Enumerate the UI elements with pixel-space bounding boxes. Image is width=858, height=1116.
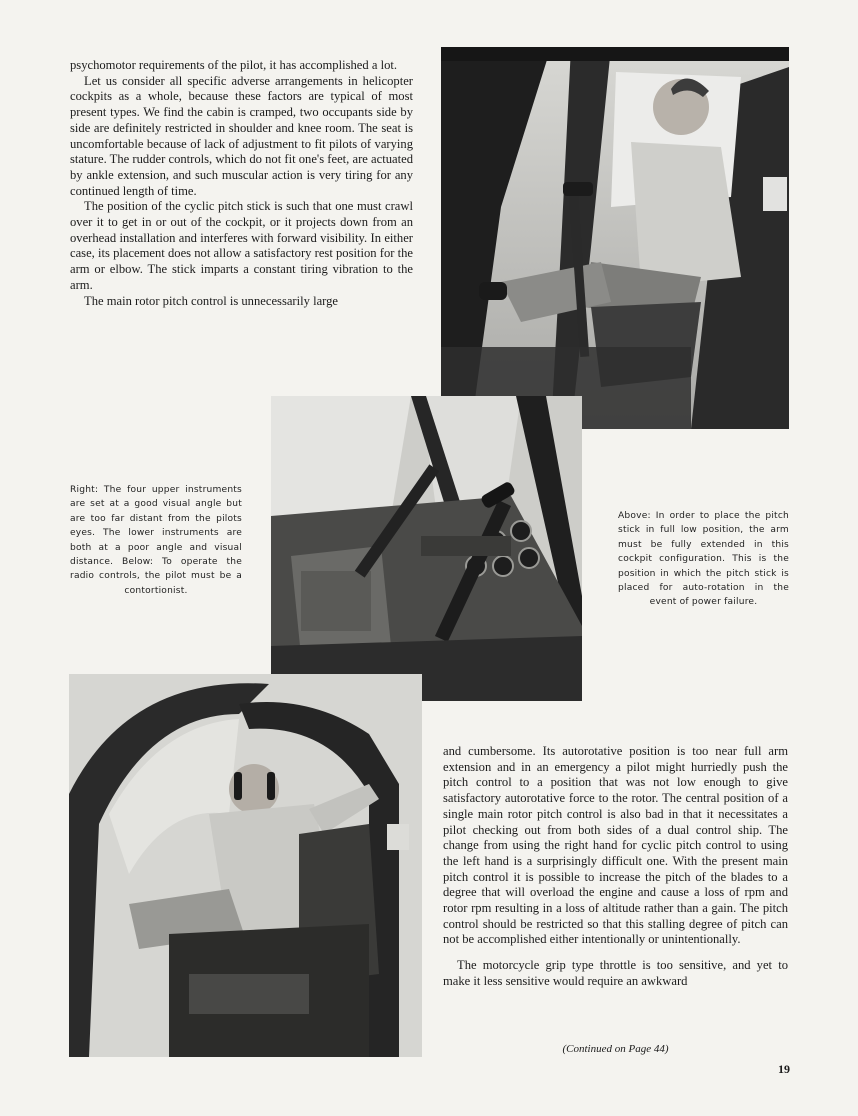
- article-column-top: [70, 58, 413, 309]
- paragraph: The motorcycle grip type throttle is too sensitive, and yet to make it less sensitive would require an awkward: [443, 958, 788, 988]
- continued-notice: (Continued on Page 44): [562, 1043, 669, 1055]
- caption-right: Above: In order to place the pitch stick in full low position, the arm must be fully extended in this cockpit configuration. This is the position in which the pitch stick is placed for auto-rotation in the event of power failure.: [618, 511, 789, 608]
- photo-pilot-seated: [441, 47, 789, 429]
- page-number: 19: [778, 1062, 790, 1076]
- paragraph: psychomotor requirements of the pilot, it has accomplished a lot.: [70, 58, 398, 72]
- paragraph: and cumbersome. Its autorotative position is too near full arm extension and in an emergency a pilot might hurriedly push the pitch control to a position that was not low enough to give satisfactory autorotative force to the rotor. The central position of a single main rotor pitch control is also bad in that it necessitates a pilot checking out from both sides of a dual control ship. The change from using the right hand for cyclic pitch control to using the left hand is a surprisingly difficult one. With the present main pitch control it is possible to increase the pitch of the blades to a degree that will overload the engine and cause a loss of rpm and rotor rpm resulting in a loss of altitude rather than a gain. The pitch control should be restricted so that this stalling degree of pitch can not be accomplished either intentionally or unintentionally.: [443, 744, 788, 947]
- paragraph: The main rotor pitch control is unnecessarily large: [84, 293, 339, 308]
- paragraph: The position of the cyclic pitch stick is such that one must crawl over it to get in or out of the cockpit, or it projects down from an overhead installation and interferes with forward visibility. In either case, its placement does not allow a satisfactory rest position for the arm or elbow. The stick imparts a constant tiring vibration to the arm.: [70, 199, 413, 292]
- caption-left: Right: The four upper instruments are set at a good visual angle but are too far distant from the pilots eyes. The lower instruments are both at a poor angle and visual distance. Below: To operate the radio controls, the pilot must be a contortionist.: [70, 485, 242, 596]
- photo-pilot-headphones: [69, 674, 422, 1057]
- paragraph: Let us consider all specific adverse arrangements in helicopter cockpits as a whole, because these factors are typical of most present types. We find the cabin is cramped, two occupants side by side are definitely restricted in shoulder and knee room. The seat is uncomfortable because of lack of adjustment to fit pilots of varying stature. The rudder controls, which do not fit one's feet, are actuated by ankle extension, and such muscular action is very tiring for any continued length of time.: [70, 73, 413, 198]
- photo-instrument-panel: [271, 396, 582, 701]
- article-column-bottom: [443, 744, 788, 990]
